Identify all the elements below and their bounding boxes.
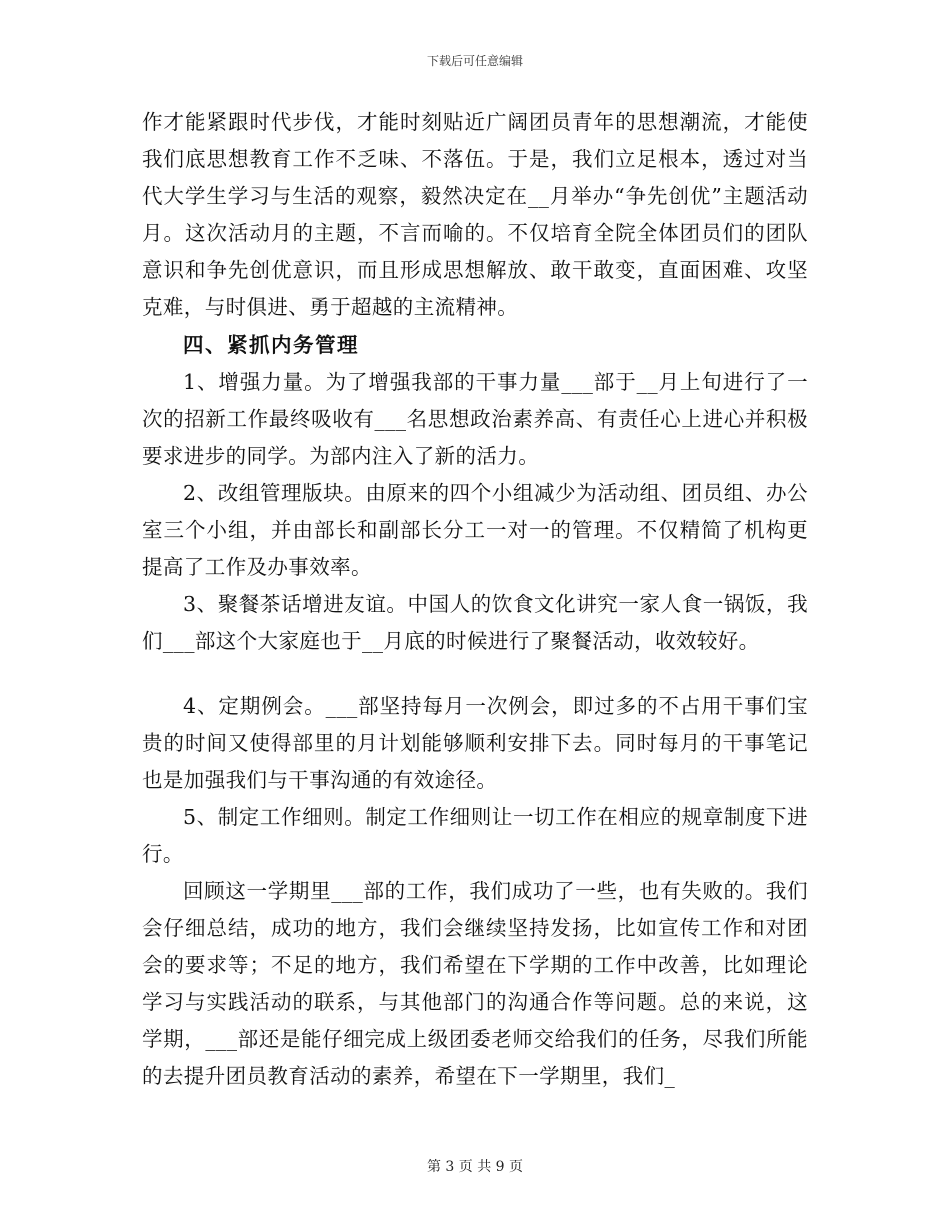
paragraph-review: 回顾这一学期里___部的工作，我们成功了一些，也有失败的。我们会仔细总结，成功的地方，我们会继续坚持发扬，比如宣传工作和对团会的要求等；不足的地方，我们希望在下学期的工作中改善，比如理论学习与实践活动的联系，与其他部门的沟通合作等问题。总的来说，这学期，___部还是能仔细完成上级团委老师交给我们的任务，尽我们所能的去提升团员教育活动的素养，希望在下一学期里，我们_ [142,879,808,1088]
paragraph-spacer [142,660,808,688]
paragraph-item-1: 1、增强力量。为了增强我部的干事力量___部于__月上旬进行了一次的招新工作最终吸收有___名思想政治素养高、有责任心上进心并积极要求进步的同学。为部内注入了新的活力。 [142,370,808,468]
paragraph-item-3: 3、聚餐茶话增进友谊。中国人的饮食文化讲究一家人食一锅饭，我们___部这个大家庭也于__月底的时候进行了聚餐活动，收效较好。 [142,592,808,653]
section-heading: 四、紧抓内务管理 [183,333,359,357]
paragraph-item-5: 5、制定工作细则。制定工作细则让一切工作在相应的规章制度下进行。 [142,805,808,866]
paragraph-item-4: 4、定期例会。___部坚持每月一次例会，即过多的不占用干事们宝贵的时间又使得部里的月计划能够顺利安排下去。同时每月的干事笔记也是加强我们与干事沟通的有效途径。 [142,694,808,792]
paragraph-continuation: 作才能紧跟时代步伐，才能时刻贴近广阔团员青年的思想潮流，才能使我们底思想教育工作不乏味、不落伍。于是，我们立足根本，透过对当代大学生学习与生活的观察，毅然决定在__月举办“争先创优”主题活动月。这次活动月的主题，不言而喻的。不仅培育全院全体团员们的团队意识和争先创优意识，而且形成思想解放、敢干敢变，直面困难、攻坚克难，与时俱进、勇于超越的主流精神。 [142,110,808,319]
page-footer: 第 3 页 共 9 页 [426,1159,524,1175]
page-header: 下载后可任意编辑 [426,54,523,68]
paragraph-item-2: 2、改组管理版块。由原来的四个小组减少为活动组、团员组、办公室三个小组，并由部长和副部长分工一对一的管理。不仅精简了机构更提高了工作及办事效率。 [142,481,808,579]
document-body [142,104,808,1095]
